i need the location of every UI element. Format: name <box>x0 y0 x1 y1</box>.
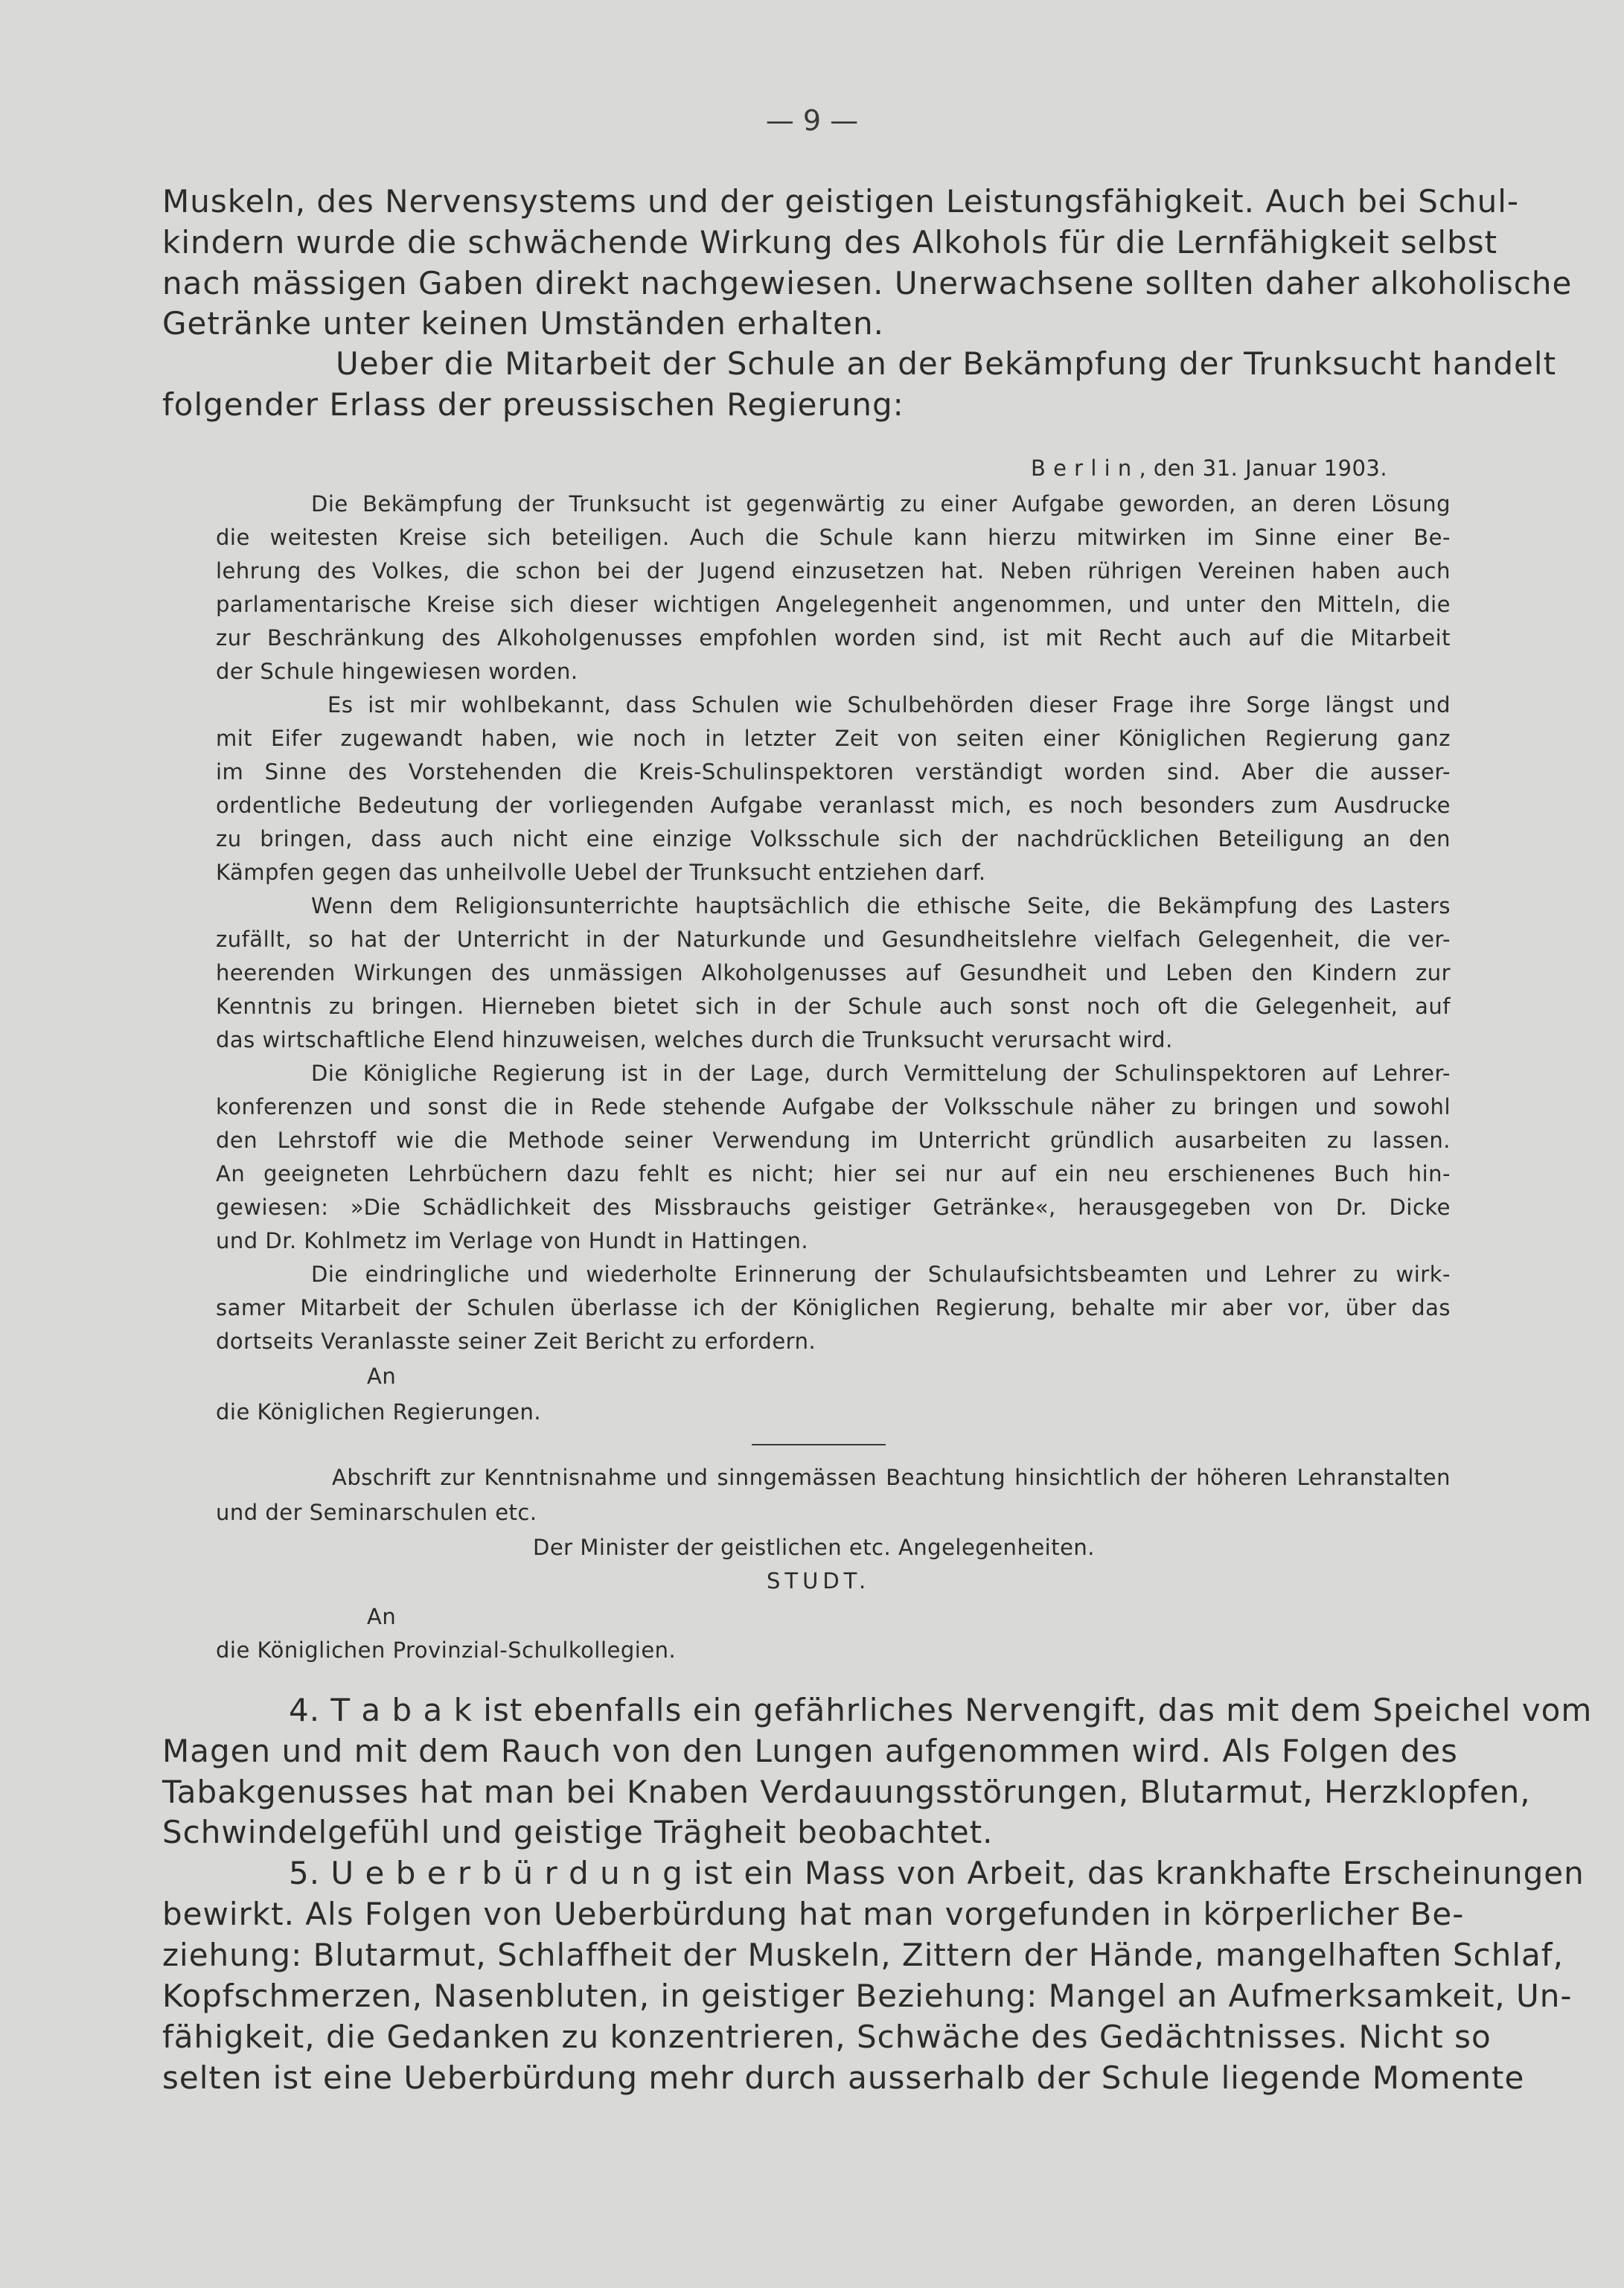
text-line: Schwindelgefühl und geistige Trägheit beobachtet. <box>162 1814 994 1850</box>
text-line: STUDT. <box>767 1568 871 1594</box>
separator-rule <box>752 1444 886 1445</box>
text-line: Wenn dem Religionsunterrichte hauptsächlich die ethische Seite, die Bekämpfung des Lasters <box>311 893 1451 918</box>
text-line: Kenntnis zu bringen. Hierneben bietet sich in der Schule auch sonst noch oft die Gelegenheit, auf <box>216 994 1451 1019</box>
text-line: die Königlichen Provinzial-Schulkollegien. <box>216 1637 677 1663</box>
text-line: Tabakgenusses hat man bei Knaben Verdauungsstörungen, Blutarmut, Herzklopfen, <box>162 1774 1531 1810</box>
text-line: Kopfschmerzen, Nasenbluten, in geistiger Beziehung: Mangel an Aufmerksamkeit, Un- <box>162 1978 1573 2014</box>
text-line: Magen und mit dem Rauch von den Lungen aufgenommen wird. Als Folgen des <box>162 1733 1458 1769</box>
text-line: das wirtschaftliche Elend hinzuweisen, welches durch die Trunksucht verursacht wird. <box>216 1027 1173 1052</box>
text-line: Die Königliche Regierung ist in der Lage, durch Vermittelung der Schulinspektoren auf Lehrer- <box>311 1061 1451 1086</box>
text-line: im Sinne des Vorstehenden die Kreis-Schulinspektoren verständigt worden sind. Aber die ausser- <box>216 759 1451 784</box>
text-line: lehrung des Volkes, die schon bei der Jugend einzusetzen hat. Neben rührigen Vereinen haben auch <box>216 558 1451 584</box>
text-line: parlamentarische Kreise sich dieser wichtigen Angelegenheit angenommen, und unter den Mitteln, die <box>216 592 1451 617</box>
text-line: An geeigneten Lehrbüchern dazu fehlt es nicht; hier sei nur auf ein neu erschienenes Buch hin- <box>216 1161 1451 1186</box>
text-line: folgender Erlass der preussischen Regierung: <box>162 386 904 423</box>
text-line: kindern wurde die schwächende Wirkung des Alkohols für die Lernfähigkeit selbst <box>162 224 1498 261</box>
text-line: Es ist mir wohlbekannt, dass Schulen wie Schulbehörden dieser Frage ihre Sorge längst und <box>327 692 1451 718</box>
text-line: und der Seminarschulen etc. <box>216 1500 537 1525</box>
text-line: 4. T a b a k ist ebenfalls ein gefährliches Nervengift, das mit dem Speichel vom <box>289 1692 1593 1728</box>
text-line: samer Mitarbeit der Schulen überlasse ich der Königlichen Regierung, behalte mir aber vor, über das <box>216 1295 1451 1320</box>
text-line: Kämpfen gegen das unheilvolle Uebel der Trunksucht entziehen darf. <box>216 860 986 885</box>
text-line: Muskeln, des Nervensystems und der geistigen Leistungsfähigkeit. Auch bei Schul- <box>162 183 1520 220</box>
text-line: die weitesten Kreise sich beteiligen. Auch die Schule kann hierzu mitwirken im Sinne einer Be- <box>216 525 1451 550</box>
text-line: zu bringen, dass auch nicht eine einzige Volksschule sich der nachdrücklichen Beteiligung an den <box>216 826 1451 851</box>
text-line: fähigkeit, die Gedanken zu konzentrieren, Schwäche des Gedächtnisses. Nicht so <box>162 2019 1492 2055</box>
text-line: dortseits Veranlasste seiner Zeit Bericht zu erfordern. <box>216 1329 816 1354</box>
text-line: zur Beschränkung des Alkoholgenusses empfohlen worden sind, ist mit Recht auch auf die Mitarbeit <box>216 625 1451 651</box>
text-line: ziehung: Blutarmut, Schlaffheit der Muskeln, Zittern der Hände, mangelhaften Schlaf, <box>162 1937 1564 1973</box>
text-line: Die eindringliche und wiederholte Erinnerung der Schulaufsichtsbeamten und Lehrer zu wirk- <box>311 1262 1451 1287</box>
text-line: Abschrift zur Kenntnisnahme und sinngemässen Beachtung hinsichtlich der höheren Lehranstalten <box>332 1465 1451 1490</box>
text-line: Der Minister der geistlichen etc. Angelegenheiten. <box>533 1535 1096 1560</box>
text-line: gewiesen: »Die Schädlichkeit des Missbrauchs geistiger Getränke«, herausgegeben von Dr. Dicke <box>216 1195 1451 1220</box>
text-line: An <box>367 1364 397 1389</box>
page-number: — 9 — <box>765 104 859 137</box>
text-line: nach mässigen Gaben direkt nachgewiesen. Unerwachsene sollten daher alkoholische <box>162 265 1573 301</box>
text-line: und Dr. Kohlmetz im Verlage von Hundt in Hattingen. <box>216 1228 809 1253</box>
text-line: Die Bekämpfung der Trunksucht ist gegenwärtig zu einer Aufgabe geworden, an deren Lösung <box>311 491 1451 517</box>
text-line: bewirkt. Als Folgen von Ueberbürdung hat man vorgefunden in körperlicher Be- <box>162 1896 1465 1932</box>
text-line: der Schule hingewiesen worden. <box>216 659 578 684</box>
text-line: Ueber die Mitarbeit der Schule an der Bekämpfung der Trunksucht handelt <box>336 345 1557 382</box>
text-line: 5. U e b e r b ü r d u n g ist ein Mass von Arbeit, das krankhafte Erscheinungen <box>289 1855 1585 1891</box>
text-line: mit Eifer zugewandt haben, wie noch in letzter Zeit von seiten einer Königlichen Regierung ganz <box>216 726 1451 751</box>
text-line: konferenzen und sonst die in Rede stehende Aufgabe der Volksschule näher zu bringen und sowohl <box>216 1094 1451 1119</box>
text-line: die Königlichen Regierungen. <box>216 1399 542 1425</box>
text-line: An <box>367 1604 397 1629</box>
text-line: den Lehrstoff wie die Methode seiner Verwendung im Unterricht gründlich ausarbeiten zu lassen. <box>216 1128 1451 1153</box>
text-line: ordentliche Bedeutung der vorliegenden Aufgabe veranlasst mich, es noch besonders zum Ausdrucke <box>216 793 1451 818</box>
text-line: heerenden Wirkungen des unmässigen Alkoholgenusses auf Gesundheit und Leben den Kindern zur <box>216 960 1451 985</box>
text-line: selten ist eine Ueberbürdung mehr durch ausserhalb der Schule liegende Momente <box>162 2059 1525 2096</box>
text-line: Getränke unter keinen Umständen erhalten. <box>162 305 884 342</box>
text-line: zufällt, so hat der Unterricht in der Naturkunde und Gesundheitslehre vielfach Gelegenheit, die ver- <box>216 927 1451 952</box>
text-line: B e r l i n , den 31. Januar 1903. <box>1031 456 1388 481</box>
